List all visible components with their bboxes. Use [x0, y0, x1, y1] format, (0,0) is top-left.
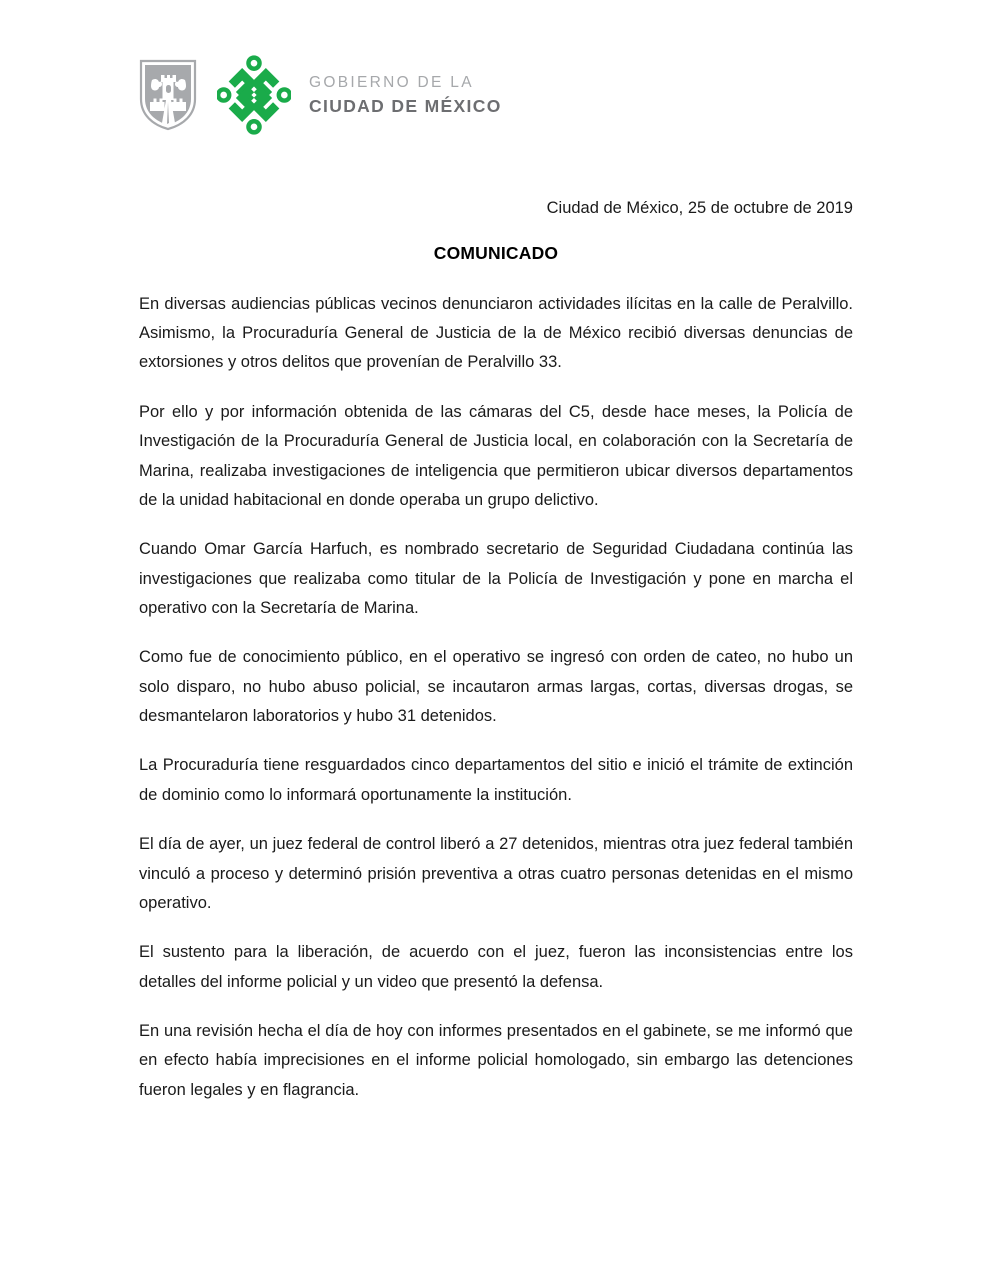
government-logo-lockup [139, 52, 502, 138]
body-paragraph: Como fue de conocimiento público, en el operativo se ingresó con orden de cateo, no hubo un solo disparo, no hubo abuso policial, se incautaron armas largas, cortas, diversas drogas, se desmantelaron laboratorios y hubo 31 detenidos. [139, 648, 853, 726]
body-paragraph: En diversas audiencias públicas vecinos denunciaron actividades ilícitas en la calle de Peralvillo. Asimismo, la Procuraduría General de Justicia de la de México recibió diversas denuncias de extorsiones y otros delitos que provenían de Peralvillo 33. [139, 294, 853, 372]
body-paragraph: Cuando Omar García Harfuch, es nombrado secretario de Seguridad Ciudadana continúa las investigaciones que realizaba como titular de la Policía de Investigación y pone en marcha el operativo con la Secretaría de Marina. [139, 540, 853, 617]
logo-wordmark [309, 75, 502, 115]
body-paragraph: En una revisión hecha el día de hoy con informes presentados en el gabinete, se me informó que en efecto había imprecisiones en el informe policial homologado, sin embargo las detenciones fueron legales y en flagrancia. [139, 1021, 853, 1099]
document-content [139, 196, 853, 1105]
body-paragraph: La Procuraduría tiene resguardados cinco departamentos del sitio e inició el trámite de extinción de dominio como lo informará oportunamente la institución. [139, 756, 853, 804]
logo-line-gobierno: GOBIERNO DE LA [309, 74, 474, 91]
logo-line-ciudad-de-mexico: CIUDAD DE MÉXICO [309, 95, 502, 116]
cdmx-emblem-icon [217, 55, 291, 135]
cdmx-shield-icon [139, 59, 197, 131]
dateline: Ciudad de México, 25 de octubre de 2019 [546, 199, 853, 217]
body-paragraph: El sustento para la liberación, de acuerdo con el juez, fueron las inconsistencias entre los detalles del informe policial y un video que presentó la defensa. [139, 943, 853, 991]
body-paragraph: Por ello y por información obtenida de las cámaras del C5, desde hace meses, la Policía de Investigación de la Procuraduría General de Justicia local, en colaboración con la Secretaría de Marina, realizaba investigaciones de inteligencia que permitieron ubicar diversos departamentos de la unidad habitacional en donde operaba un grupo delictivo. [139, 402, 853, 509]
page-title: COMUNICADO [433, 242, 559, 263]
body-paragraphs [139, 290, 853, 1105]
body-paragraph: El día de ayer, un juez federal de control liberó a 27 detenidos, mientras otra juez federal también vinculó a proceso y determinó prisión preventiva a otras cuatro personas detenidas en el mismo operativo. [139, 835, 853, 912]
